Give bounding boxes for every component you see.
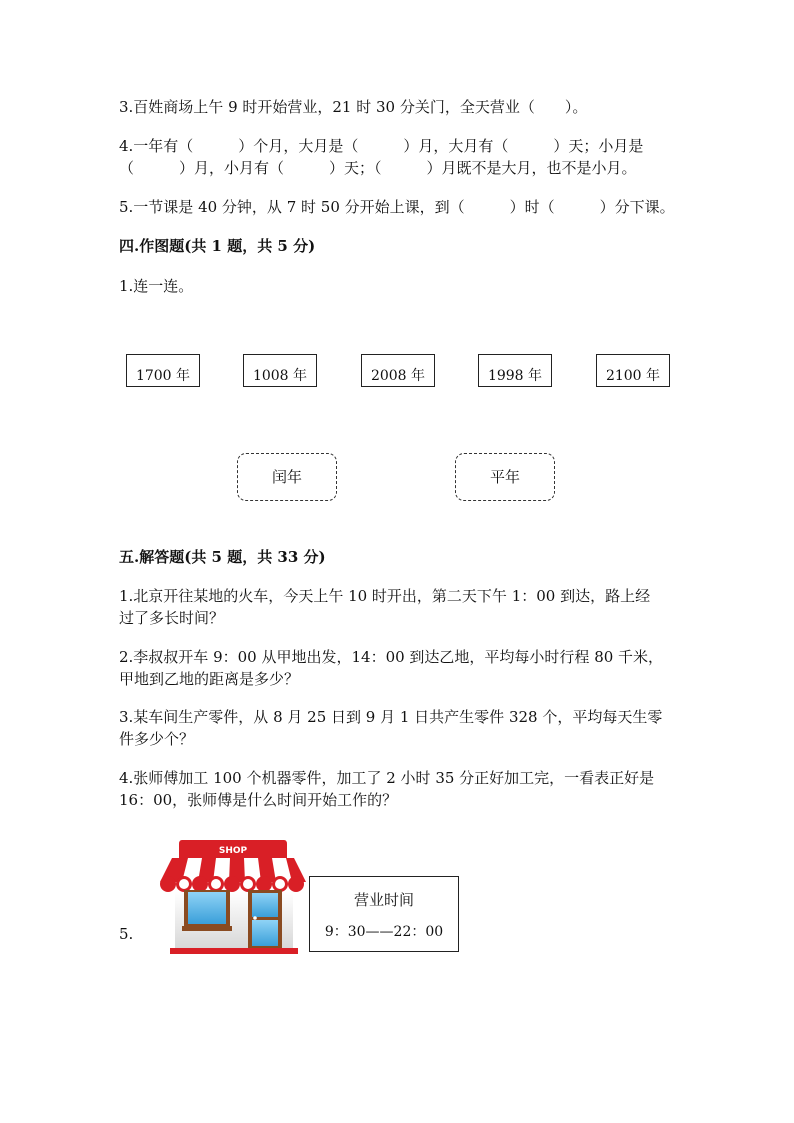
question-4-1: 1.连一连。 [119, 277, 194, 295]
business-hours-value: 9：30——22：00 [324, 924, 444, 940]
year-box-2008[interactable]: 2008 年 [361, 354, 435, 387]
shop-icon [158, 838, 308, 956]
question-3-4-line2: （ ）月，小月有（ ）天；（ ）月既不是大月，也不是小月。 [119, 159, 637, 177]
question-5-1-line2: 过了多长时间？ [119, 609, 225, 627]
section-4-heading: 四.作图题(共 1 题，共 5 分) [119, 237, 316, 255]
shop-sign-text: SHOP [218, 846, 248, 856]
business-hours-title: 营业时间 [353, 891, 414, 909]
question-5-3-line1: 3.某车间生产零件，从 8 月 25 日到 9 月 1 日共产生零件 328 个，平均每天生零 [119, 708, 663, 726]
question-3-3: 3.百姓商场上午 9 时开始营业，21 时 30 分关门，全天营业（ ）。 [119, 98, 588, 116]
question-5-1-line1: 1.北京开往某地的火车，今天上午 10 时开出，第二天下午 1：00 到达，路上经 [119, 587, 651, 605]
year-box-1998[interactable]: 1998 年 [478, 354, 552, 387]
question-5-2-line2: 甲地到乙地的距离是多少？ [119, 670, 300, 688]
year-box-1700[interactable]: 1700 年 [126, 354, 200, 387]
year-box-1008[interactable]: 1008 年 [243, 354, 317, 387]
leap-year-box[interactable]: 闰年 [237, 453, 337, 501]
question-3-5: 5.一节课是 40 分钟，从 7 时 50 分开始上课，到（ ）时（ ）分下课。 [119, 198, 675, 216]
question-5-5-number: 5. [119, 925, 134, 943]
year-box-2100[interactable]: 2100 年 [596, 354, 670, 387]
question-5-4-line1: 4.张师傅加工 100 个机器零件，加工了 2 小时 35 分正好加工完，一看表正好是 [119, 769, 655, 787]
common-year-box[interactable]: 平年 [455, 453, 555, 501]
question-5-4-line2: 16：00，张师傅是什么时间开始工作的？ [119, 791, 398, 809]
question-3-4-line1: 4.一年有（ ）个月，大月是（ ）月，大月有（ ）天；小月是 [119, 137, 644, 155]
business-hours-box [309, 876, 459, 952]
question-5-2-line1: 2.李叔叔开车 9：00 从甲地出发，14：00 到达乙地，平均每小时行程 80 千米， [119, 648, 664, 666]
question-5-3-line2: 件多少个？ [119, 730, 195, 748]
section-5-heading: 五.解答题(共 5 题，共 33 分) [119, 548, 326, 566]
